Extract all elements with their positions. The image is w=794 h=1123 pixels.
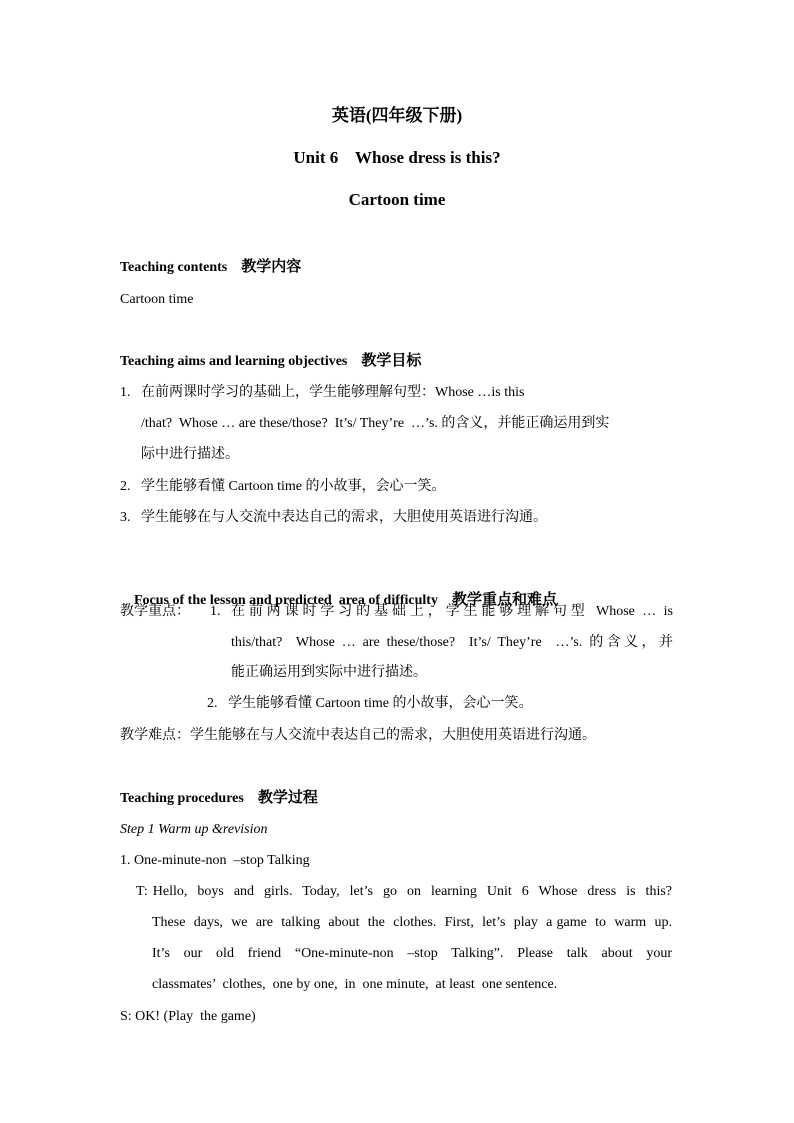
procedures-heading-cn: 教学过程 [257, 790, 318, 806]
contents-heading-en: Teaching contents [120, 260, 228, 275]
difficulty-line [120, 726, 596, 746]
focus-heading-cn: 教学重点和难点 [451, 592, 557, 608]
unit-title: Unit 6 Whose dress is this? [293, 148, 501, 167]
aim-2-number: 2. [120, 479, 131, 494]
aims-heading-cn: 教学目标 [361, 353, 422, 369]
difficulty-label: 教学难点： [120, 728, 190, 743]
contents-text: Cartoon time [120, 292, 194, 307]
aim-1-line-3: 际中进行描述。 [141, 447, 239, 462]
procedures-heading [120, 788, 318, 809]
focus-heading-en: Focus of the lesson and predicted area of difficulty [134, 593, 438, 608]
teacher-line-3: It’s our old friend “One-minute-non –stop Talking”. Please talk about your [152, 946, 672, 961]
aim-1-line-1: 在前两课时学习的基础上，学生能够理解句型：Whose …is this [141, 385, 525, 400]
activity-1-title: 1. One-minute-non –stop Talking [120, 853, 310, 868]
aim-3-number: 3. [120, 510, 131, 525]
lesson-title: Cartoon time [348, 190, 446, 209]
teacher-line-4: classmates’ clothes, one by one, in one minute, at least one sentence. [152, 977, 558, 992]
contents-heading [120, 257, 301, 278]
aims-heading-en: Teaching aims and learning objectives [120, 354, 348, 369]
aim-3-line-1: 学生能够在与人交流中表达自己的需求，大胆使用英语进行沟通。 [141, 510, 547, 525]
aim-1-line-2: /that? Whose … are these/those? It’s/ They’re …’s. 的含义，并能正确运用到实 [141, 416, 610, 431]
procedures-heading-en: Teaching procedures [120, 791, 244, 806]
aim-1-number: 1. [120, 385, 131, 400]
aims-heading [120, 351, 421, 372]
key-2-number: 2. [207, 696, 218, 711]
key-1-number: 1. [210, 604, 221, 619]
key-point-label: 教学重点： [120, 604, 190, 619]
aim-2-line-1: 学生能够看懂 Cartoon time 的小故事，会心一笑。 [141, 479, 446, 494]
key-2-line-1: 学生能够看懂 Cartoon time 的小故事，会心一笑。 [228, 696, 533, 711]
key-1-line-2: this/that? Whose … are these/those? It’s/ They’re …’s. 的含义，并 [231, 635, 673, 650]
difficulty-text: 学生能够在与人交流中表达自己的需求，大胆使用英语进行沟通。 [190, 728, 596, 743]
student-line: S: OK! (Play the game) [120, 1009, 256, 1024]
teacher-line-1: T: Hello, boys and girls. Today, let’s go on learning Unit 6 Whose dress is this? [136, 884, 672, 899]
key-1-line-3: 能正确运用到实际中进行描述。 [231, 665, 427, 680]
key-1-line-1: 在前两课时学习的基础上，学生能够理解句型 Whose … is [231, 604, 673, 619]
step-1-title: Step 1 Warm up &revision [120, 822, 268, 837]
contents-heading-cn: 教学内容 [241, 259, 302, 275]
subject-title: 英语(四年级下册) [331, 106, 463, 125]
teacher-line-2: These days, we are talking about the clothes. First, let’s play a game to warm up. [152, 915, 672, 930]
